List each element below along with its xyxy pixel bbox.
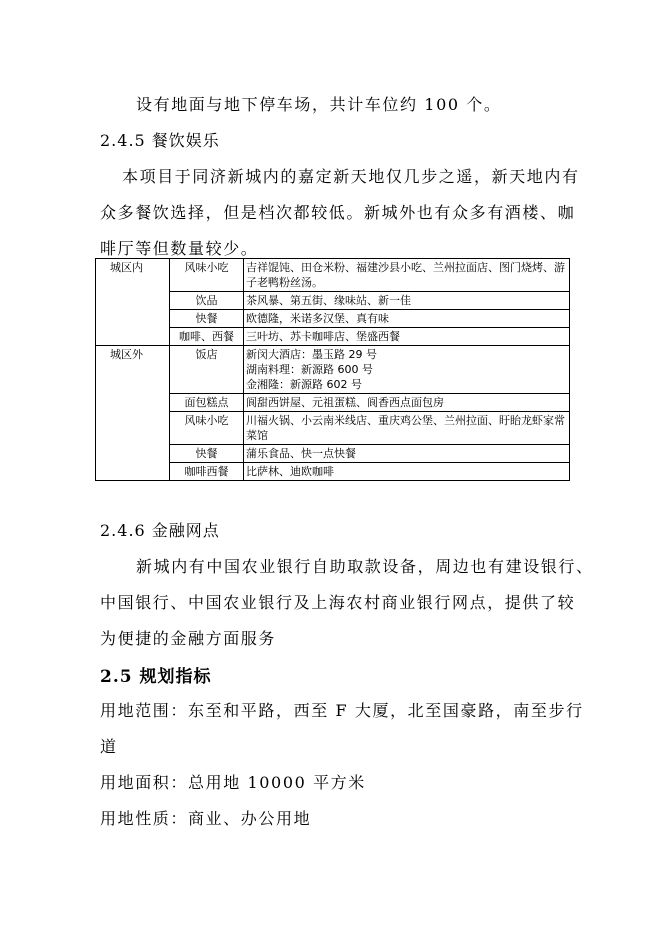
restaurant-line: 金湘隆：新源路 602 号 xyxy=(246,378,362,391)
category-cell: 饮品 xyxy=(170,292,244,310)
items-cell: 茶风暴、第五街、缘味站、新一佳 xyxy=(244,292,570,310)
section-heading-2-4-5: 2.4.5 餐饮娱乐 xyxy=(100,131,220,150)
items-cell: 川福火锅、小云南米线店、重庆鸡公堡、兰州拉面、盱眙龙虾家常菜馆 xyxy=(244,412,570,445)
items-cell: 吉祥馄饨、田仓米粉、福建沙县小吃、兰州拉面店、图门烧烤、游子老鸭粉丝汤。 xyxy=(244,259,570,292)
table-row xyxy=(96,259,570,292)
dining-paragraph-line-3: 啡厅等但数量较少。 xyxy=(100,239,259,258)
finance-paragraph-line-3: 为便捷的金融方面服务 xyxy=(100,629,277,648)
items-cell xyxy=(244,346,570,394)
land-area-line: 用地面积：总用地 10000 平方米 xyxy=(100,773,366,792)
area-inside-cell: 城区内 xyxy=(96,259,170,346)
section-heading-2-4-6: 2.4.6 金融网点 xyxy=(100,521,220,540)
land-nature-line: 用地性质：商业、办公用地 xyxy=(100,809,312,828)
land-range-line-1: 用地范围：东至和平路，西至 F 大厦，北至国豪路，南至步行 xyxy=(100,701,584,720)
items-cell: 蒲乐食品、快一点快餐 xyxy=(244,445,570,463)
dining-paragraph-line-2: 众多餐饮选择，但是档次都较低。新城外也有众多有酒楼、咖 xyxy=(100,203,576,222)
dining-paragraph-line-1: 本项目于同济新城内的嘉定新天地仅几步之遥，新天地内有 xyxy=(122,167,580,186)
items-cell: 比萨林、迪欧咖啡 xyxy=(244,463,570,481)
category-cell: 风味小吃 xyxy=(170,412,244,445)
finance-paragraph-line-2: 中国银行、中国农业银行及上海农村商业银行网点，提供了较 xyxy=(100,593,576,612)
restaurant-line: 新闵大酒店：墨玉路 29 号 xyxy=(246,348,377,361)
category-cell: 咖啡西餐 xyxy=(170,463,244,481)
category-cell: 快餐 xyxy=(170,445,244,463)
parking-paragraph: 设有地面与地下停车场，共计车位约 100 个。 xyxy=(136,95,502,114)
items-cell: 欧德隆，米诺多汉堡、真有味 xyxy=(244,310,570,328)
land-range-line-2: 道 xyxy=(100,737,118,756)
items-cell: 三叶坊、苏卡咖啡店、堡盛西餐 xyxy=(244,328,570,346)
category-cell: 咖啡、西餐 xyxy=(170,328,244,346)
section-heading-2-5: 2.5 规划指标 xyxy=(100,667,212,687)
finance-paragraph-line-1: 新城内有中国农业银行自助取款设备，周边也有建设银行、 xyxy=(136,557,594,576)
category-cell: 风味小吃 xyxy=(170,259,244,292)
category-cell: 快餐 xyxy=(170,310,244,328)
items-cell: 阆甜西饼屋、元祖蛋糕、阆香西点面包房 xyxy=(244,394,570,412)
area-outside-cell: 城区外 xyxy=(96,346,170,481)
category-cell: 面包糕点 xyxy=(170,394,244,412)
table-row xyxy=(96,346,570,394)
category-cell: 饭店 xyxy=(170,346,244,394)
dining-table xyxy=(95,258,570,481)
restaurant-line: 湖南料理：新源路 600 号 xyxy=(246,363,373,376)
